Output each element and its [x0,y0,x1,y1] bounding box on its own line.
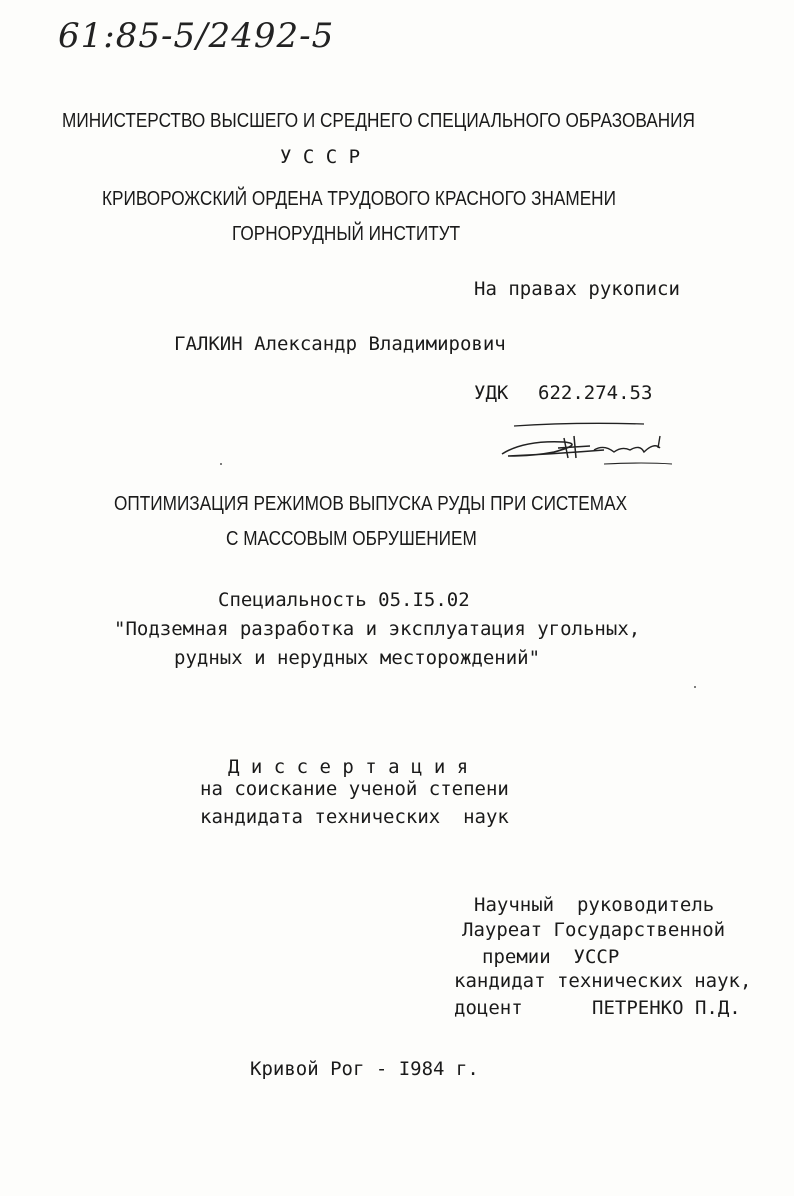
scan-speck [220,463,222,465]
specialty-name-line1: "Подземная разработка и эксплуатация угольных, [114,618,641,640]
dissertation-title-line1: ОПТИМИЗАЦИЯ РЕЖИМОВ ВЫПУСКА РУДЫ ПРИ СИСТЕМАХ [114,493,628,515]
dissertation-word: Д и с с е р т а ц и я [228,756,469,778]
signature-scribble [494,418,694,478]
archive-code: 61:85-5/2492-5 [58,16,335,56]
advisor-laureate: Лауреат Государственной [462,919,726,941]
scan-speck [694,686,696,688]
institute-heading-line2: ГОРНОРУДНЫЙ ИНСТИТУТ [232,223,461,245]
specialty-name-line2: рудных и нерудных месторождений" [174,647,541,669]
institute-heading-line1: КРИВОРОЖСКИЙ ОРДЕНА ТРУДОВОГО КРАСНОГО ЗНАМЕНИ [102,188,616,210]
advisor-title: Научный руководитель [474,894,715,916]
advisor-name: ПЕТРЕНКО П.Д. [592,997,741,1019]
advisor-prize: премии УССР [482,946,620,968]
advisor-position: доцент [454,997,523,1019]
city-year-footer: Кривой Рог - I984 г. [250,1058,479,1080]
udk-label: УДК [474,382,509,404]
advisor-degree: кандидат технических наук, [454,970,752,992]
specialty-code: Специальность 05.I5.02 [218,589,470,611]
ministry-heading: МИНИСТЕРСТВО ВЫСШЕГО И СРЕДНЕГО СПЕЦИАЛЬНОГО ОБРАЗОВАНИЯ [62,110,695,132]
republic-heading: У С С Р [280,146,361,168]
degree-line1: на соискание ученой степени [200,778,509,800]
udk-value: 622.274.53 [538,382,653,404]
degree-line2: кандидата технических наук [200,806,509,828]
dissertation-title-line2: С МАССОВЫМ ОБРУШЕНИЕМ [226,528,477,550]
author-name: ГАЛКИН Александр Владимирович [174,333,506,355]
manuscript-rights-note: На правах рукописи [474,278,680,300]
